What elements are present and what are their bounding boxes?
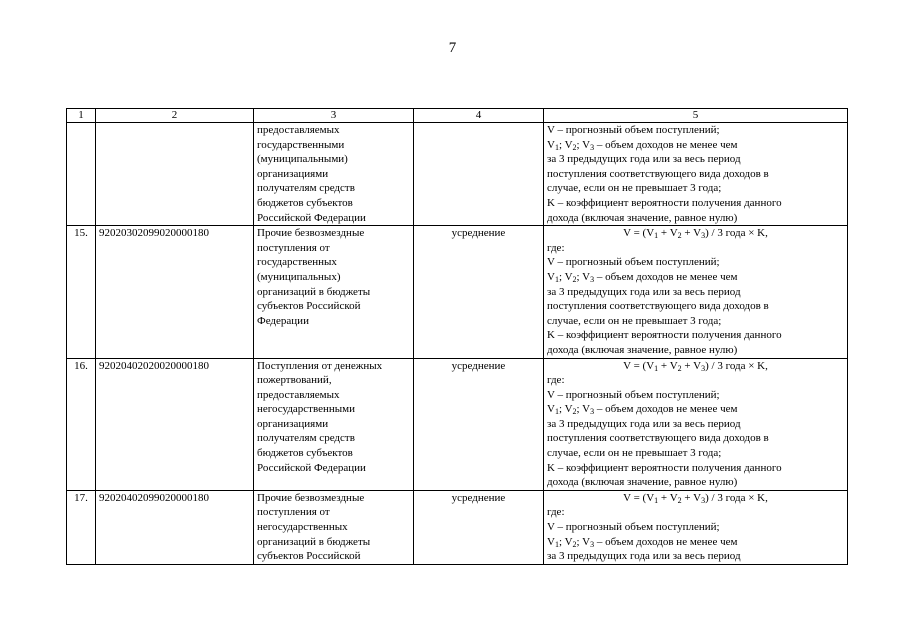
table-row xyxy=(67,123,848,226)
calculation-method-cell: усреднение xyxy=(414,358,544,490)
income-name-cell xyxy=(254,358,414,490)
income-name-line: бюджетов субъектов xyxy=(257,447,353,460)
description-line: $V_1$; $V_2$; $V_3$ – объем доходов не менее чем xyxy=(547,270,738,284)
income-name-line: организациями xyxy=(257,417,329,430)
income-name-line: Российской Федерации xyxy=(257,211,366,224)
budget-code-cell: 92020402099020000180 xyxy=(96,490,254,564)
income-name-line: Прочие безвозмездные xyxy=(257,227,365,240)
formula-description-cell xyxy=(544,123,848,226)
description-line: K – коэффициент вероятности получения данного xyxy=(547,461,782,474)
description-line: за 3 предыдущих года или за весь период xyxy=(547,285,741,298)
formula-line: $V = (V_1 + V_2 + V_3) / 3$ года × K, xyxy=(623,359,768,373)
income-name-line: (муниципальных) xyxy=(257,270,341,283)
description-line: V – прогнозный объем поступлений; xyxy=(547,256,720,269)
description-line: поступления соответствующего вида доходов в xyxy=(547,432,769,445)
description-line: за 3 предыдущих года или за весь период xyxy=(547,417,741,430)
income-name-line: предоставляемых xyxy=(257,388,340,401)
where-label: где: xyxy=(547,241,565,254)
column-header-3: 3 xyxy=(254,109,414,123)
income-name-line: Прочие безвозмездные xyxy=(257,491,365,504)
income-name-line: поступления от xyxy=(257,241,330,254)
description-line: поступления соответствующего вида доходов в xyxy=(547,167,769,180)
description-line: K – коэффициент вероятности получения данного xyxy=(547,329,782,342)
description-line: случае, если он не превышает 3 года; xyxy=(547,314,722,327)
income-name-line: поступления от xyxy=(257,506,330,519)
income-name-line: бюджетов субъектов xyxy=(257,196,353,209)
description-line: случае, если он не превышает 3 года; xyxy=(547,447,722,460)
row-number-cell: 17. xyxy=(67,490,96,564)
income-name-line: субъектов Российской xyxy=(257,300,361,313)
income-name-line: (муниципальными) xyxy=(257,153,348,166)
description-line: K – коэффициент вероятности получения данного xyxy=(547,196,782,209)
description-line: $V_1$; $V_2$; $V_3$ – объем доходов не менее чем xyxy=(547,535,738,549)
column-header-4: 4 xyxy=(414,109,544,123)
formula-description-cell xyxy=(544,226,848,358)
description-line: дохода (включая значение, равное нулю) xyxy=(547,211,738,224)
description-line: V – прогнозный объем поступлений; xyxy=(547,124,720,136)
income-name-line: государственных xyxy=(257,256,337,269)
income-forecast-table xyxy=(66,108,848,565)
formula-line: $V = (V_1 + V_2 + V_3) / 3$ года × K, xyxy=(623,491,768,505)
description-line: $V_1$; $V_2$; $V_3$ – объем доходов не менее чем xyxy=(547,403,738,417)
table-header xyxy=(67,109,848,123)
budget-code-cell: 92020402020020000180 xyxy=(96,358,254,490)
budget-code-cell: 92020302099020000180 xyxy=(96,226,254,358)
description-line: поступления соответствующего вида доходов в xyxy=(547,300,769,313)
calculation-method-cell: усреднение xyxy=(414,226,544,358)
where-label: где: xyxy=(547,506,565,519)
description-line: дохода (включая значение, равное нулю) xyxy=(547,343,738,356)
column-header-2: 2 xyxy=(96,109,254,123)
income-name-line: пожертвований, xyxy=(257,374,332,387)
description-line: за 3 предыдущих года или за весь период xyxy=(547,550,741,563)
formula-line: $V = (V_1 + V_2 + V_3) / 3$ года × K, xyxy=(623,227,768,241)
income-name-line: Поступления от денежных xyxy=(257,359,383,372)
income-name-cell xyxy=(254,123,414,226)
table-row xyxy=(67,358,848,490)
income-name-line: субъектов Российской xyxy=(257,550,361,563)
income-name-line: Федерации xyxy=(257,314,309,327)
column-header-1: 1 xyxy=(67,109,96,123)
calculation-method-cell: усреднение xyxy=(414,490,544,564)
description-line: за 3 предыдущих года или за весь период xyxy=(547,153,741,166)
table-row xyxy=(67,226,848,358)
header-row xyxy=(67,109,848,123)
income-name-line: предоставляемых xyxy=(257,124,340,136)
description-line: V – прогнозный объем поступлений; xyxy=(547,521,720,534)
description-line: V – прогнозный объем поступлений; xyxy=(547,388,720,401)
income-name-line: Российской Федерации xyxy=(257,461,366,474)
income-name-line: негосударственных xyxy=(257,521,348,534)
calculation-method-cell xyxy=(414,123,544,226)
formula-description-cell xyxy=(544,490,848,564)
description-line: случае, если он не превышает 3 года; xyxy=(547,182,722,195)
formula-description-cell xyxy=(544,358,848,490)
income-name-line: государственными xyxy=(257,138,345,151)
where-label: где: xyxy=(547,374,565,387)
column-header-5: 5 xyxy=(544,109,848,123)
page-number: 7 xyxy=(448,40,457,56)
budget-code-cell xyxy=(96,123,254,226)
income-name-cell xyxy=(254,490,414,564)
income-name-line: организациями xyxy=(257,167,329,180)
income-name-line: организаций в бюджеты xyxy=(257,535,371,548)
income-name-line: негосударственными xyxy=(257,403,356,416)
description-line: дохода (включая значение, равное нулю) xyxy=(547,476,738,489)
table-body xyxy=(67,123,848,565)
income-name-line: организаций в бюджеты xyxy=(257,285,371,298)
row-number-cell: 15. xyxy=(67,226,96,358)
table-row xyxy=(67,490,848,564)
description-line: $V_1$; $V_2$; $V_3$ – объем доходов не менее чем xyxy=(547,138,738,152)
income-name-cell xyxy=(254,226,414,358)
row-number-cell: 16. xyxy=(67,358,96,490)
income-name-line: получателям средств xyxy=(257,432,355,445)
income-name-line: получателям средств xyxy=(257,182,355,195)
row-number-cell xyxy=(67,123,96,226)
